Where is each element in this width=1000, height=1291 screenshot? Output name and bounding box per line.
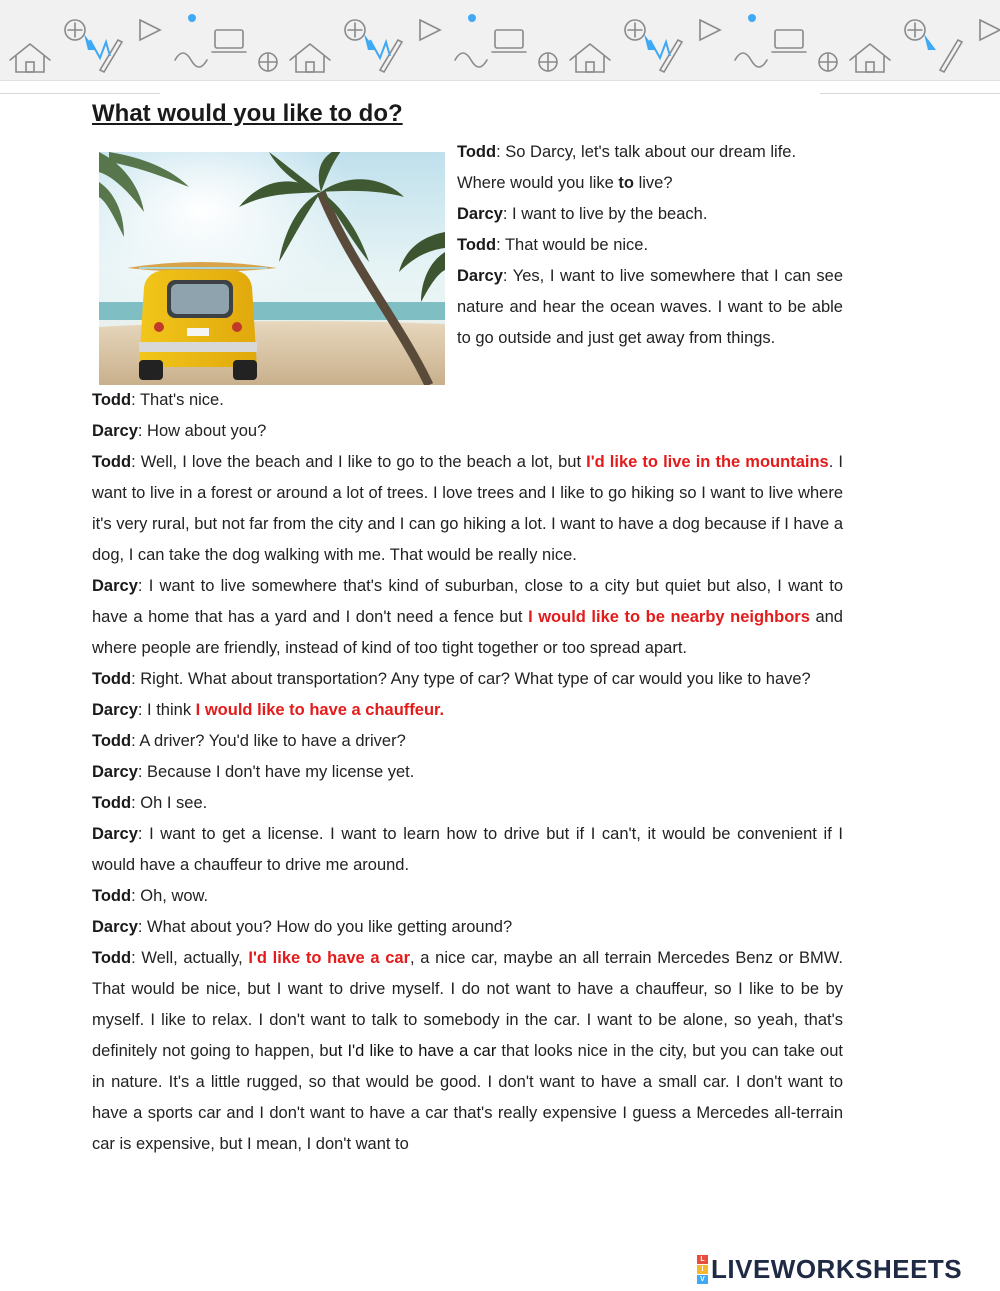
speaker-name: Todd bbox=[92, 670, 132, 688]
dialogue-line bbox=[92, 757, 843, 788]
speaker-name: Darcy bbox=[92, 763, 138, 781]
logo-block: V bbox=[697, 1275, 708, 1284]
speaker-name: Todd bbox=[92, 732, 132, 750]
line-text: : Right. What about transportation? Any type of car? What type of car would you like to have? bbox=[131, 670, 811, 688]
dialogue-line bbox=[457, 168, 843, 199]
dialogue-line bbox=[92, 943, 843, 1160]
line-text: : Yes, I want to live somewhere that I can see nature and hear the ocean waves. I want to be able to go outside and just get away from things. bbox=[457, 267, 843, 347]
speaker-name: Darcy bbox=[457, 205, 503, 223]
page-title: What would you like to do? bbox=[92, 100, 403, 127]
line-text: : Well, I love the beach and I like to go to the beach a lot, but bbox=[131, 453, 587, 471]
line-text: : I think bbox=[137, 701, 196, 719]
header-divider-right bbox=[820, 93, 1000, 94]
line-text: : Oh I see. bbox=[131, 794, 208, 812]
speaker-name: Todd bbox=[92, 453, 132, 471]
line-text: : How about you? bbox=[137, 422, 267, 440]
speaker-name: Todd bbox=[92, 391, 132, 409]
emphasis-word: to bbox=[618, 174, 634, 192]
line-text: : I want to get a license. I want to learn how to drive but if I can't, it would be convenient if I would have a chauffeur to drive me around. bbox=[92, 825, 843, 874]
dialogue-line bbox=[92, 881, 843, 912]
line-text: : Oh, wow. bbox=[131, 887, 209, 905]
dialogue-line bbox=[92, 819, 843, 881]
header-divider-left bbox=[0, 93, 160, 94]
dialogue-line bbox=[92, 571, 843, 664]
highlighted-phrase: I'd like to live in the mountains bbox=[586, 453, 829, 471]
speaker-name: Todd bbox=[92, 949, 132, 967]
dialogue-line bbox=[457, 137, 843, 168]
line-text: . I want to live in a forest or around a lot of trees. I love trees and I like to go hiking so I want to live where it's very rural, but not far from the city and I can go hiking a lot. I want to have a dog because if I have a dog, I can take the dog walking with me. That would be really nice. bbox=[92, 453, 843, 564]
dialogue-line bbox=[92, 664, 843, 695]
speaker-name: Todd bbox=[457, 236, 497, 254]
highlighted-phrase: I'd like to have a car bbox=[248, 949, 411, 967]
dialogue-line bbox=[92, 726, 843, 757]
speaker-name: Darcy bbox=[92, 422, 138, 440]
logo-text: LIVEWORKSHEETS bbox=[711, 1253, 963, 1284]
line-text: : I want to live somewhere that's kind of suburban, close to a city but quiet but also, I want to have a home that has a yard and I don't need a fence but bbox=[92, 577, 843, 626]
speaker-name: Darcy bbox=[92, 918, 138, 936]
dialogue-line bbox=[92, 416, 843, 447]
main-dialogue bbox=[92, 385, 843, 1160]
line-text: and where people are friendly, instead of kind of too tight together or too spread apart. bbox=[92, 608, 843, 657]
line-text: : That's nice. bbox=[131, 391, 224, 409]
line-text: : I want to live by the beach. bbox=[502, 205, 708, 223]
speaker-name: Darcy bbox=[92, 825, 138, 843]
beach-van-photo bbox=[99, 152, 445, 385]
line-text: , a nice car, maybe an all terrain Mercedes Benz or BMW. That would be nice, but I want to drive myself. I do not want to have a chauffeur, so I like to be by myself. I like to relax. I don't want to talk to somebody in the car. I want to be alone, so yeah, that's definitely not going to happen, b bbox=[92, 949, 843, 1060]
intro-dialogue bbox=[457, 137, 843, 354]
speaker-name: Darcy bbox=[92, 577, 138, 595]
dialogue-line bbox=[457, 230, 843, 261]
highlighted-phrase: I would like to have a chauffeur. bbox=[195, 701, 445, 719]
line-text: : That would be nice. bbox=[496, 236, 649, 254]
highlighted-phrase: I would like to be nearby neighbors bbox=[528, 608, 810, 626]
line-text: : Well, actually, bbox=[131, 949, 249, 967]
dialogue-line bbox=[457, 199, 843, 230]
dialogue-line bbox=[92, 788, 843, 819]
speaker-name: Todd bbox=[92, 887, 132, 905]
decorative-header-banner bbox=[0, 0, 1000, 81]
line-text: that looks nice in the city, but you can take out in nature. It's a little rugged, so that would be good. I don't want to have a small car. I don't want to have a sports car and I don't want to have a car that's really expensive I guess a Mercedes all-terrain car is expensive, but I mean, I don't want to bbox=[92, 1042, 843, 1153]
dialogue-line bbox=[92, 695, 843, 726]
line-text: : So Darcy, let's talk about our dream life. bbox=[496, 143, 797, 161]
dialogue-line bbox=[457, 261, 843, 354]
line-text: : What about you? How do you like getting around? bbox=[137, 918, 513, 936]
dialogue-line bbox=[92, 447, 843, 571]
logo-blocks-icon bbox=[697, 1255, 708, 1284]
line-text: live? bbox=[634, 174, 673, 192]
logo-block: L bbox=[697, 1255, 708, 1264]
dialogue-line bbox=[92, 912, 843, 943]
dialogue-line bbox=[92, 385, 843, 416]
liveworksheets-logo[interactable] bbox=[697, 1253, 962, 1285]
logo-block: I bbox=[697, 1265, 708, 1274]
speaker-name: Todd bbox=[92, 794, 132, 812]
emphasis-phrase: ut I'd like to have a car bbox=[328, 1042, 497, 1060]
speaker-name: Todd bbox=[457, 143, 497, 161]
line-text: : A driver? You'd like to have a driver? bbox=[131, 732, 406, 750]
speaker-name: Darcy bbox=[457, 267, 503, 285]
line-text: Where would you like bbox=[457, 174, 619, 192]
line-text: : Because I don't have my license yet. bbox=[137, 763, 415, 781]
speaker-name: Darcy bbox=[92, 701, 138, 719]
